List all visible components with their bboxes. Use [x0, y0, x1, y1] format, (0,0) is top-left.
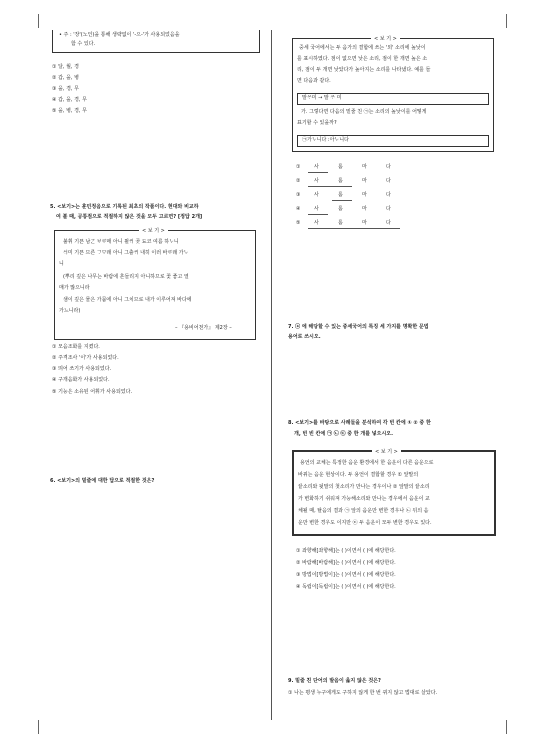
box-line: 매가 많으니라 — [59, 285, 90, 291]
option[interactable]: ⑤ 을, 병, 경, 무 — [52, 108, 87, 114]
box-line: 리, 점이 두 개면 낮았다가 높아지는 소리를 나타냈다. 예를 들 — [297, 67, 431, 73]
box-line: 가느니라) — [59, 308, 81, 314]
option[interactable]: ⑤ 기능은 소유된 어휘가 사용되었다. — [52, 389, 133, 395]
syllable: 사 — [314, 192, 319, 198]
left-top-box-line: 함 수 있다. — [71, 41, 96, 47]
question-9-stem: 9. 밑줄 친 단어의 발음이 옳지 않은 것은? — [288, 678, 381, 684]
syllable: 사 — [314, 206, 319, 212]
option[interactable]: ③ 을, 경, 무 — [52, 86, 79, 92]
syllable: 마 — [362, 220, 367, 226]
syllable: 사 — [314, 220, 319, 226]
pitch-option[interactable] — [296, 206, 406, 216]
box-line: ᄉᆡ미 기픈 므른 ᄀᆞᄆᆞ래 아니 그츨ᄊᆡ 내히 이러 바ᄅᆞ래 가ᄂᆞ — [63, 250, 189, 256]
example-sentence-box — [297, 135, 489, 147]
example-sentence: ㉠가ᄂᆞ니다 :아ᄂᆞ니다 — [302, 137, 349, 143]
option[interactable]: ② 갑, 을, 병 — [52, 75, 79, 81]
box-line: 운만 변한 경우도 이지만 ㉢ 두 음운이 모두 변한 경우도 있다. — [298, 520, 432, 526]
answer-item[interactable]: ③ 방법이[방법이]는 ( )이면서 ( )에 해당한다. — [296, 572, 396, 578]
box-source: – 『용비어천가』 제2장 – — [175, 325, 232, 331]
answer-item[interactable]: ① 좌향해[좌향해]는 ( )이면서 ( )에 해당한다. — [296, 548, 396, 554]
option-number: ② — [296, 178, 301, 184]
answer-item[interactable]: ④ 독립이[독립이]는 ( )이면서 ( )에 해당한다. — [296, 584, 396, 590]
box-line: 를 표시하였다. 점이 없으면 낮은 소리, 점이 한 개면 높은 소 — [297, 56, 428, 62]
option[interactable]: ③ 띄어 쓰기가 사용되었다. — [52, 366, 112, 372]
question-5-stem: 5. <보기>는 훈민정음으로 기록된 최초의 작품이다. 현대와 비교하 — [50, 204, 199, 210]
answer-item[interactable]: ② 바람해[바람해]는 ( )이면서 ( )에 해당한다. — [296, 560, 396, 566]
box-line: 중세 국어에서는 두 음가의 결합에 쓰는 '외' 소리에 높낮이 — [299, 45, 426, 51]
syllable: 마 — [362, 178, 367, 184]
right-top-box — [292, 38, 494, 152]
syllable: 롬 — [338, 178, 343, 184]
syllable: 롬 — [338, 164, 343, 170]
syllable: 롬 — [338, 220, 343, 226]
pitch-mark — [308, 166, 328, 173]
option[interactable]: ② 주격조사 '이'가 사용되었다. — [52, 355, 119, 361]
q8-example-box — [292, 450, 496, 536]
question-7-stem: 용어로 쓰시오. — [288, 334, 321, 340]
left-top-box-line: • 주 : '장'(노인)을 통해 생략없이 '-으-'가 사용되었음을 — [59, 32, 180, 38]
pitch-mark — [332, 194, 352, 201]
option-number: ① — [296, 164, 301, 170]
syllable: 롬 — [338, 192, 343, 198]
question-6-stem: 6. <보기>의 밑줄에 대한 답으로 적절한 것은? — [50, 478, 155, 484]
syllable: 다 — [386, 164, 391, 170]
syllable: 사 — [314, 178, 319, 184]
pitch-option[interactable] — [296, 192, 406, 202]
pitch-option[interactable] — [296, 220, 406, 230]
syllable: 마 — [362, 192, 367, 198]
box-title: < 보 기 > — [139, 227, 168, 234]
box-title: < 보 기 > — [372, 448, 401, 455]
box-line: (뿌리 깊은 나무는 바람에 흔들리지 아니하므로 꽃 좋고 열 — [63, 274, 189, 280]
pitch-mark — [308, 180, 352, 187]
syllable: 다 — [386, 206, 391, 212]
question-5-stem: 여 볼 때, 공통점으로 적절하지 않은 것을 모두 고르면? [정답 2개] — [56, 214, 203, 220]
example-word: 말ᄊᆞ미 → 말 ᄊᆞ 미 — [302, 95, 342, 101]
question-8-stem: 개, 빈 빈 칸에 ㉠ ㉡ ㉢ 중 한 개를 넣으시오. — [294, 431, 393, 437]
pitch-mark — [308, 208, 328, 215]
syllable: 사 — [314, 164, 319, 170]
box-line: 가. 그렇다면 다음의 밑줄 친 ㉠는 소리의 높낮이를 어떻게 — [301, 109, 427, 115]
syllable: 마 — [362, 206, 367, 212]
example-word-box — [297, 93, 489, 105]
option[interactable]: ① 모음조화를 지켰다. — [52, 344, 100, 350]
box-line: 바뀌는 음운 현상이다. 두 용언이 결합할 경우 ① 앞말의 — [298, 472, 419, 478]
question-7-stem: 7. ⓐ 에 해당할 수 있는 중세국어의 특징 세 가지를 명확한 문법 — [288, 324, 429, 330]
crop-mark-top-left — [38, 14, 39, 28]
crop-mark-top-right — [506, 14, 507, 28]
left-top-box — [52, 30, 260, 53]
option[interactable]: ④ 갑, 을, 경, 무 — [52, 97, 87, 103]
box-line: 표기할 수 있을까? — [297, 120, 337, 126]
syllable: 다 — [386, 220, 391, 226]
box-line: 체될 때, 탈음의 결과 ㉠ 앞의 음운만 변한 경우나 ㉡ 뒤의 음 — [298, 508, 429, 514]
box-line: 용언의 교체는 특정한 음운 환경에서 한 음운이 다른 음운으로 — [300, 460, 434, 466]
option[interactable]: ① 나는 평생 누구에게도 구하지 않게 한 번 뀌지 않고 법대로 살았다. — [288, 690, 438, 696]
syllable: 다 — [386, 192, 391, 198]
syllable: 다 — [386, 178, 391, 184]
crop-mark-bottom-right — [506, 720, 507, 734]
option-number: ④ — [296, 206, 301, 212]
question-8-stem: 8. <보기>를 바탕으로 사례들을 분석하여 각 빈 칸에 ① ② 중 한 — [288, 420, 431, 426]
q5-example-box — [54, 230, 256, 340]
option-number: ③ — [296, 192, 301, 198]
crop-mark-bottom-left — [38, 720, 39, 734]
box-line: 니 — [59, 261, 64, 267]
box-line: 샘이 깊은 물은 가뭄에 아니 그치므로 내가 이루어져 바다에 — [63, 297, 192, 303]
syllable: 마 — [362, 164, 367, 170]
box-line: 가 변화하기 쉬워져 가능해소리와 만나는 경우에서 음운이 교 — [298, 496, 430, 502]
option[interactable]: ① 달, 월, 경 — [52, 64, 79, 70]
pitch-mark — [308, 222, 400, 229]
pitch-option[interactable] — [296, 178, 406, 188]
option[interactable]: ④ 구개음화가 사용되었다. — [52, 377, 110, 383]
box-title: < 보 기 > — [371, 35, 400, 42]
box-line: 불휘 기픈 남ᄀᆞᆫ ᄇᆞᄅᆞ매 아니 뮐ᄊᆡ 곶 됴코 여름 하ᄂᆞ니 — [63, 239, 179, 245]
syllable: 롬 — [338, 206, 343, 212]
box-line: 끝소리와 뒷말의 첫소리가 만나는 경우이나 ② 앞말의 끝소리 — [298, 484, 430, 490]
column-divider — [271, 30, 272, 720]
pitch-option[interactable] — [296, 164, 406, 174]
box-line: 면 다음과 같다. — [297, 78, 331, 84]
option-number: ⑤ — [296, 220, 301, 226]
